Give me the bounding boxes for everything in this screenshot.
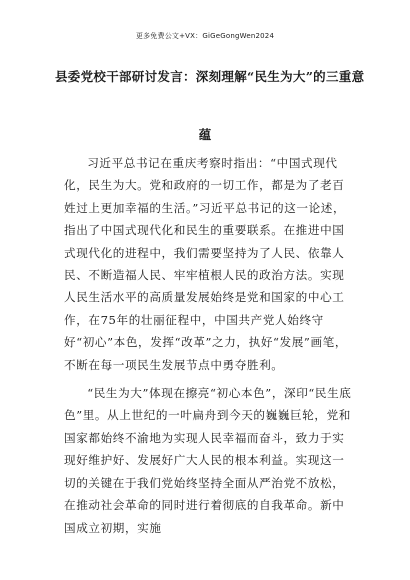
paragraph-1: 习近平总书记在重庆考察时指出：“中国式现代化，民生为大。党和政府的一切工作，都是为了老百姓过上更加幸福的生活。”习近平总书记的这一论述，指出了中国式现代化和民生的重要联系。在推进中国式现代化的进程中，我们需要坚持为了人民、依靠人民、不断造福人民、牢牢植根人民的政治方法。实现人民生活水平的高质量发展始终是党和国家的中心工作，在75年的壮丽征程中，中国共产党人始终守好“初心”本色，发挥“改革”之力，执好“发展”画笔，不断在每一项民生发展节点中勇夺胜利。 (64, 156, 348, 372)
document-title-continuation: 蕴 (198, 127, 212, 142)
document-body (64, 152, 354, 545)
document-title: 县委党校干部研讨发言：深刻理解“民生为大”的三重意 (55, 69, 365, 84)
header-note: 更多免费公文+VX：GiGeGongWen2024 (135, 32, 275, 40)
paragraph-2: “民生为大”体现在擦亮“初心本色”，深印“民生底色”里。从上世纪的一叶扁舟到今天的巍巍巨轮，党和国家都始终不渝地为实现人民幸福而奋斗，致力于实现好维护好、发展好广大人民的根本利益。实现这一切的关键在于我们党始终坚持全面从严治党不放松，在推动社会革命的同时进行着彻底的自我革命。新中国成立初期，实施 (64, 386, 352, 535)
